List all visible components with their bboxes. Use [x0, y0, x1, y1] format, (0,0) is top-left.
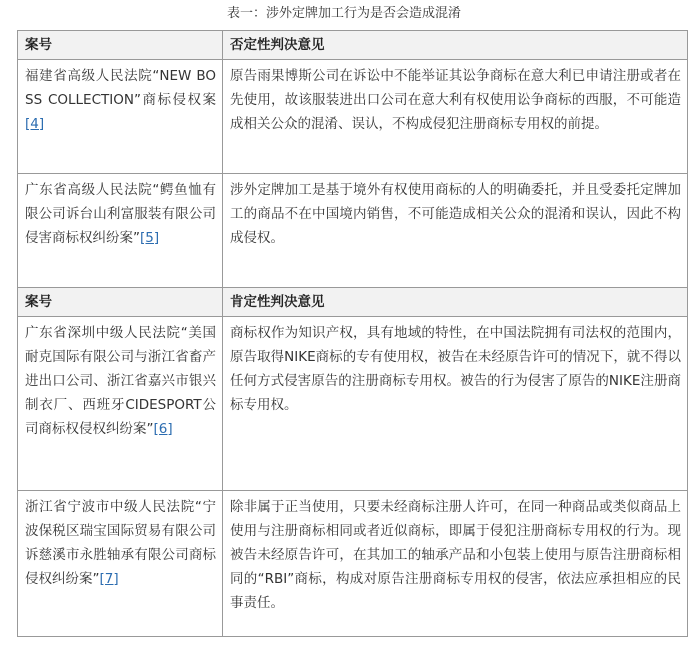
table-row: [18, 317, 688, 491]
case-cell: [18, 60, 223, 174]
judgment-table: [17, 30, 688, 637]
case-cell: [18, 317, 223, 491]
case-name: 福建省高级人民法院“NEW BOSS COLLECTION”商标侵权案: [25, 68, 216, 108]
case-name: 广东省高级人民法院“鳄鱼恤有限公司诉台山利富服装有限公司侵害商标权纠纷案”: [25, 182, 216, 246]
case-name: 浙江省宁波市中级人民法院“宁波保税区瑞宝国际贸易有限公司诉慈溪市永胜轴承有限公司商标侵权纠纷案”: [25, 499, 216, 587]
table-row: [18, 60, 688, 174]
section-header-positive: [18, 288, 688, 317]
reference-link[interactable]: [6]: [153, 421, 173, 437]
reference-link[interactable]: [5]: [140, 230, 160, 246]
opinion-cell: 商标权作为知识产权，具有地域的特性，在中国法院拥有司法权的范围内，原告取得NIKE商标的专有使用权，被告在未经原告许可的情况下，就不得以任何方式侵害原告的注册商标专用权。被告的行为侵害了原告的NIKE注册商标专用权。: [223, 317, 688, 491]
header-case-no: 案号: [18, 31, 223, 60]
header-positive-opinion: 肯定性判决意见: [223, 288, 688, 317]
reference-link[interactable]: [7]: [99, 571, 119, 587]
case-name: 广东省深圳中级人民法院“美国耐克国际有限公司与浙江省畜产进出口公司、浙江省嘉兴市银兴制衣厂、西班牙CIDESPORT公司商标权侵权纠纷案”: [25, 325, 216, 437]
opinion-cell: 涉外定牌加工是基于境外有权使用商标的人的明确委托，并且受委托定牌加工的商品不在中国境内销售，不可能造成相关公众的混淆和误认，因此不构成侵权。: [223, 174, 688, 288]
table-caption: 表一：涉外定牌加工行为是否会造成混淆: [226, 6, 461, 21]
header-case-no: 案号: [18, 288, 223, 317]
table-row: [18, 491, 688, 637]
table-row: [18, 174, 688, 288]
header-negative-opinion: 否定性判决意见: [223, 31, 688, 60]
section-header-negative: [18, 31, 688, 60]
reference-link[interactable]: [4]: [25, 116, 45, 132]
opinion-cell: 除非属于正当使用，只要未经商标注册人许可，在同一种商品或类似商品上使用与注册商标相同或者近似商标，即属于侵犯注册商标专用权的行为。现被告未经原告许可，在其加工的轴承产品和小包装上使用与原告注册商标相同的“RBI”商标，构成对原告注册商标专用权的侵害，依法应承担相应的民事责任。: [223, 491, 688, 637]
case-cell: [18, 491, 223, 637]
opinion-cell: 原告雨果博斯公司在诉讼中不能举证其讼争商标在意大利已申请注册或者在先使用，故该服装进出口公司在意大利有权使用讼争商标的西服，不可能造成相关公众的混淆、误认，不构成侵犯注册商标专用权的前提。: [223, 60, 688, 174]
case-cell: [18, 174, 223, 288]
